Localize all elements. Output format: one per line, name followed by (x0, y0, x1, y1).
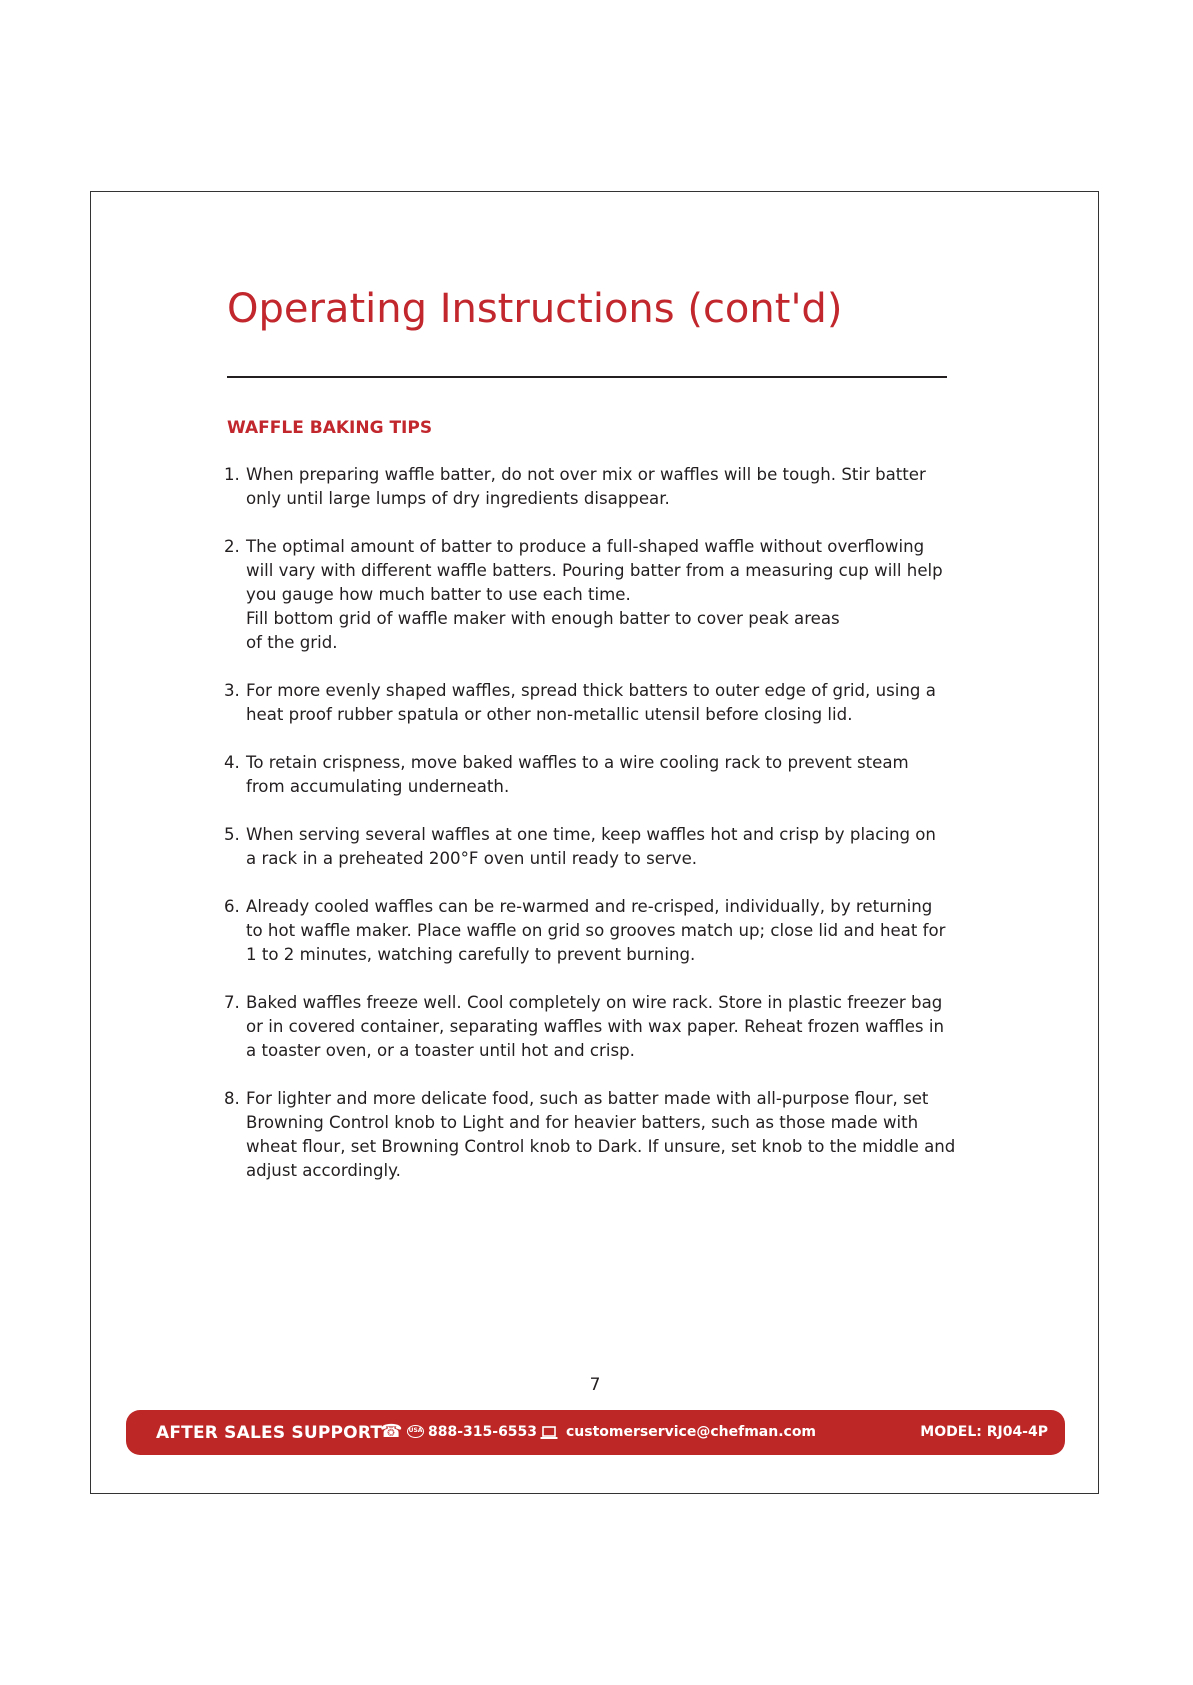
page-number: 7 (589, 1375, 601, 1395)
tip-item (224, 895, 984, 967)
tip-text: For lighter and more delicate food, such as batter made with all-purpose flour, set Browning Control knob to Light and for heavier batters, such as those made with wheat flour, set Browning Control knob to Dark. If unsure, set knob to the middle and adjust accordingly. (246, 1089, 956, 1180)
tip-text: The optimal amount of batter to produce a full-shaped waffle without overflowing will vary with different waffle batters. Pouring batter from a measuring cup will help you gauge how much batter to use each time. Fill bottom grid of waffle maker with enough batter to cover peak areas of the grid. (246, 537, 943, 652)
tip-item (224, 463, 984, 511)
tip-number: 5. (224, 825, 240, 844)
usa-badge-icon: USA (407, 1425, 424, 1438)
tip-text: When preparing waffle batter, do not over mix or waffles will be tough. Stir batter only until large lumps of dry ingredients disappear. (246, 465, 926, 508)
tip-item (224, 1087, 984, 1183)
section-heading: WAFFLE BAKING TIPS (227, 418, 433, 438)
support-label: AFTER SALES SUPPORT (156, 1423, 383, 1443)
tip-number: 3. (224, 681, 240, 700)
tip-text: Baked waffles freeze well. Cool completely on wire rack. Store in plastic freezer bag or in covered container, separating waffles with wax paper. Reheat frozen waffles in a toaster oven, or a toaster until hot and crisp. (246, 993, 944, 1060)
model-number: MODEL: RJ04-4P (920, 1424, 1048, 1440)
tips-list (224, 463, 984, 1207)
tip-item (224, 535, 984, 655)
tip-item (224, 823, 984, 871)
tip-item (224, 991, 984, 1063)
support-phone-link[interactable]: 888-315-6553 (428, 1424, 538, 1440)
tip-item (224, 679, 984, 727)
tip-text: For more evenly shaped waffles, spread thick batters to outer edge of grid, using a heat proof rubber spatula or other non-metallic utensil before closing lid. (246, 681, 936, 724)
tip-number: 7. (224, 993, 240, 1012)
tip-number: 6. (224, 897, 240, 916)
laptop-icon (540, 1425, 558, 1439)
after-sales-support-bar (126, 1410, 1065, 1455)
support-email-link[interactable]: customerservice@chefman.com (566, 1424, 817, 1440)
tip-number: 1. (224, 465, 240, 484)
tip-item (224, 751, 984, 799)
tip-text: When serving several waffles at one time, keep waffles hot and crisp by placing on a rack in a preheated 200°F oven until ready to serve. (246, 825, 936, 868)
title-divider (227, 376, 947, 378)
tip-number: 8. (224, 1089, 240, 1108)
tip-text: Already cooled waffles can be re-warmed and re-crisped, individually, by returning to hot waffle maker. Place waffle on grid so grooves match up; close lid and heat for 1 to 2 minutes, watching carefully to prevent burning. (246, 897, 946, 964)
tip-number: 2. (224, 537, 240, 556)
page-title: Operating Instructions (cont'd) (227, 286, 843, 332)
phone-icon: ☎ (380, 1421, 403, 1442)
tip-number: 4. (224, 753, 240, 772)
tip-text: To retain crispness, move baked waffles to a wire cooling rack to prevent steam from accumulating underneath. (246, 753, 909, 796)
